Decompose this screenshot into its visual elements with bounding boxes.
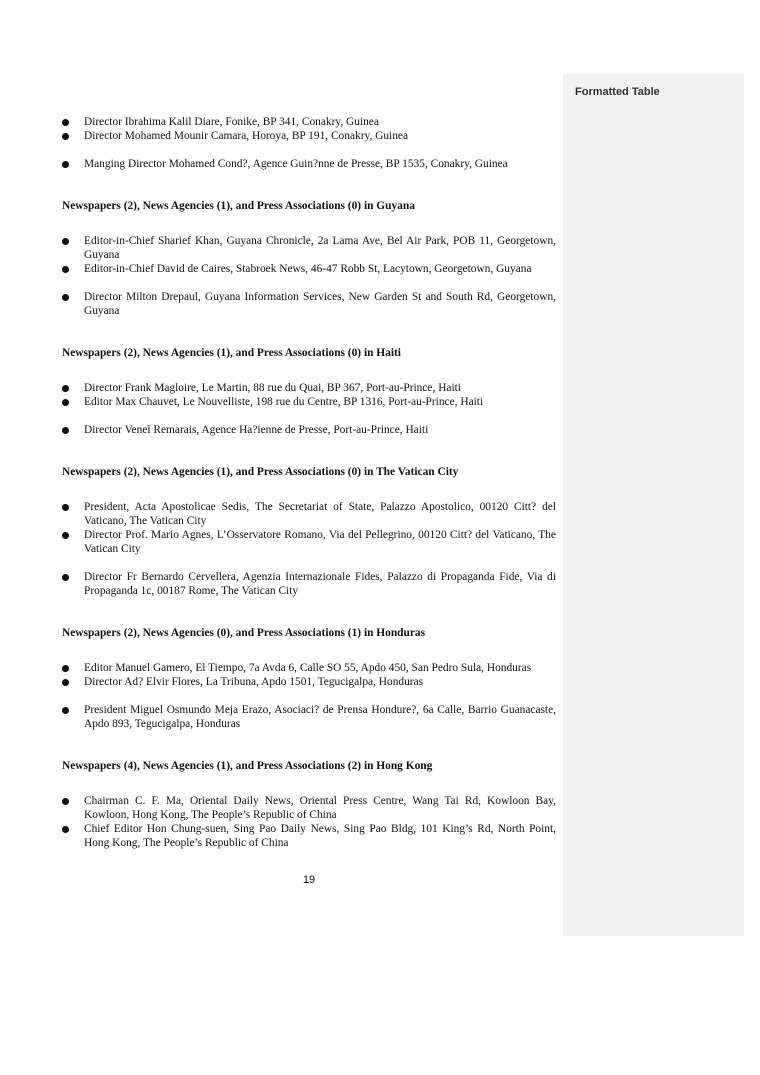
list-item	[62, 794, 556, 822]
list-item-text: Director Prof. Mario Agnes, L’Osservatore Romano, Via del Pellegrino, 00120 Citt? del Vaticano, The Vatican City	[84, 529, 556, 555]
bullet-icon	[62, 266, 69, 273]
list-item	[62, 703, 556, 731]
agency-list-haiti	[62, 423, 556, 437]
list-item	[62, 423, 556, 437]
newspaper-list-hong-kong	[62, 794, 556, 850]
section-heading-honduras: Newspapers (2), News Agencies (0), and Press Associations (1) in Honduras	[62, 627, 426, 639]
document-body	[62, 115, 556, 850]
list-item	[62, 115, 556, 129]
bullet-icon	[62, 161, 69, 168]
list-item-text: Director Venel Remarais, Agence Ha?ienne de Presse, Port-au-Prince, Haiti	[84, 424, 429, 436]
bullet-icon	[62, 133, 69, 140]
list-item-text: Editor-in-Chief David de Caires, Stabroek News, 46-47 Robb St, Lacytown, Georgetown, Guyana	[84, 263, 532, 275]
bullet-icon	[62, 826, 69, 833]
bullet-icon	[62, 532, 69, 539]
list-item-text: Director Milton Drepaul, Guyana Information Services, New Garden St and South Rd, Georgetown, Guyana	[84, 291, 556, 317]
section-heading-vatican-city: Newspapers (2), News Agencies (1), and Press Associations (0) in The Vatican City	[62, 466, 459, 478]
list-item	[62, 675, 556, 689]
list-item-text: Chief Editor Hon Chung-suen, Sing Pao Daily News, Sing Pao Bldg, 101 King’s Rd, North Point, Hong Kong, The People’s Republic of China	[84, 823, 556, 849]
bullet-icon	[62, 707, 69, 714]
list-item-text: Chairman C. F. Ma, Oriental Daily News, Oriental Press Centre, Wang Tai Rd, Kowloon Bay, Kowloon, Hong Kong, The People’s Republic of China	[84, 795, 556, 821]
list-item	[62, 157, 556, 171]
newspaper-list-haiti	[62, 381, 556, 409]
list-item-text: Director Frank Magloire, Le Martin, 88 rue du Quai, BP 367, Port-au-Prince, Haiti	[84, 382, 461, 394]
list-item	[62, 262, 556, 276]
bullet-icon	[62, 504, 69, 511]
section-heading-hong-kong: Newspapers (4), News Agencies (1), and Press Associations (2) in Hong Kong	[62, 760, 433, 772]
newspaper-list-guinea	[62, 115, 556, 143]
list-item	[62, 570, 556, 598]
list-item-text: Director Mohamed Mounir Camara, Horoya, BP 191, Conakry, Guinea	[84, 130, 409, 142]
list-item	[62, 822, 556, 850]
newspaper-list-guyana	[62, 234, 556, 276]
list-item	[62, 234, 556, 262]
bullet-icon	[62, 574, 69, 581]
list-item-text: President, Acta Apostolicae Sedis, The Secretariat of State, Palazzo Apostolico, 00120 Citt? del Vaticano, The Vatican City	[84, 501, 556, 527]
section-heading-guyana: Newspapers (2), News Agencies (1), and Press Associations (0) in Guyana	[62, 200, 415, 212]
bullet-icon	[62, 427, 69, 434]
list-item	[62, 129, 556, 143]
association-list-honduras	[62, 703, 556, 731]
list-item	[62, 528, 556, 556]
list-item-text: Editor Max Chauvet, Le Nouvelliste, 198 rue du Centre, BP 1316, Port-au-Prince, Haiti	[84, 396, 484, 408]
comment-pane	[563, 74, 744, 936]
newspaper-list-honduras	[62, 661, 556, 689]
list-item	[62, 290, 556, 318]
list-item-text: President Miguel Osmundo Meja Erazo, Asociaci? de Prensa Hondure?, 6a Calle, Barrio Guanacaste, Apdo 893, Tegucigalpa, Honduras	[84, 704, 556, 730]
list-item-text: Director Ibrahima Kalil Diare, Fonike, BP 341, Conakry, Guinea	[84, 116, 379, 128]
page-number: 19	[302, 874, 316, 886]
list-item	[62, 661, 556, 675]
bullet-icon	[62, 119, 69, 126]
list-item-text: Director Fr Bernardo Cervellera, Agenzia Internazionale Fides, Palazzo di Propaganda Fide, Via di Propaganda 1c, 00187 Rome, The Vatican City	[84, 571, 556, 597]
comment-pane-title: Formatted Table	[575, 86, 660, 98]
agency-list-guyana	[62, 290, 556, 318]
list-item-text: Director Ad? Elvir Flores, La Tribuna, Apdo 1501, Tegucigalpa, Honduras	[84, 676, 424, 688]
bullet-icon	[62, 665, 69, 672]
list-item-text: Editor Manuel Gamero, El Tiempo, 7a Avda 6, Calle SO 55, Apdo 450, San Pedro Sula, Honduras	[84, 662, 532, 674]
bullet-icon	[62, 385, 69, 392]
section-heading-haiti: Newspapers (2), News Agencies (1), and Press Associations (0) in Haiti	[62, 347, 401, 359]
agency-list-vatican-city	[62, 570, 556, 598]
list-item	[62, 381, 556, 395]
list-item	[62, 395, 556, 409]
list-item-text: Manging Director Mohamed Cond?, Agence Guin?nne de Presse, BP 1535, Conakry, Guinea	[84, 158, 508, 170]
bullet-icon	[62, 294, 69, 301]
list-item	[62, 500, 556, 528]
agency-list-guinea	[62, 157, 556, 171]
bullet-icon	[62, 798, 69, 805]
list-item-text: Editor-in-Chief Sharief Khan, Guyana Chronicle, 2a Lama Ave, Bel Air Park, POB 11, Georgetown, Guyana	[84, 235, 556, 261]
bullet-icon	[62, 238, 69, 245]
bullet-icon	[62, 399, 69, 406]
newspaper-list-vatican-city	[62, 500, 556, 556]
bullet-icon	[62, 679, 69, 686]
